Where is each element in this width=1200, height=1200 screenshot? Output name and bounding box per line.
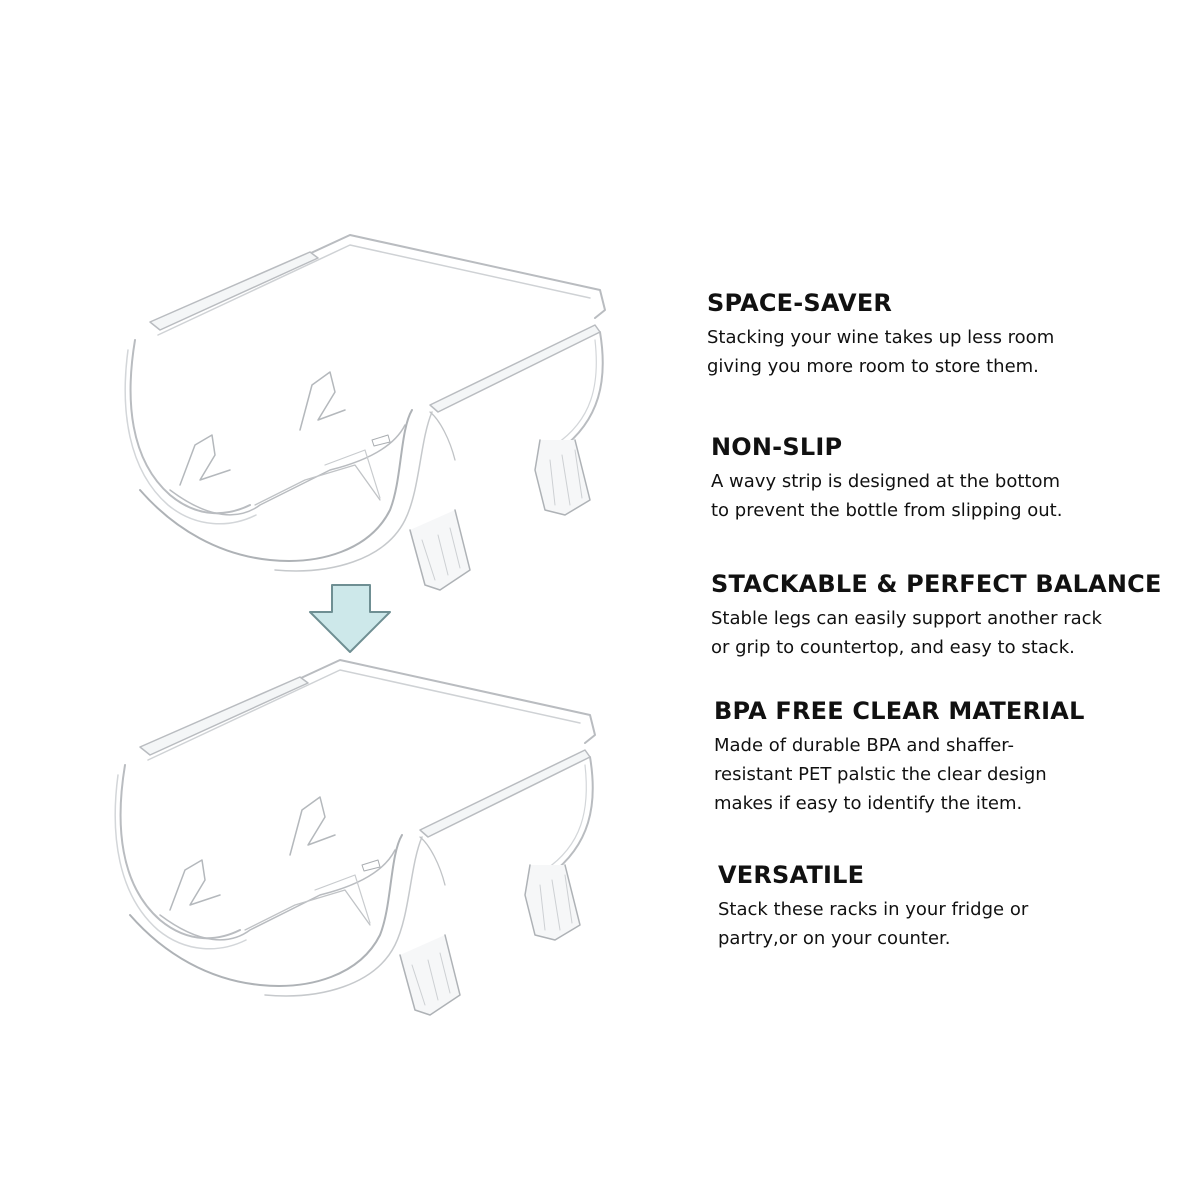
feature-versatile — [718, 861, 1188, 953]
feature-line: giving you more room to store them. — [707, 356, 1039, 377]
feature-line: Stacking your wine takes up less room — [707, 327, 1055, 348]
feature-line: A wavy strip is designed at the bottom — [711, 471, 1061, 492]
feature-line: Stack these racks in your fridge or — [718, 899, 1029, 920]
feature-bpa-free — [714, 697, 1184, 818]
feature-line: resistant PET palstic the clear design — [714, 764, 1047, 785]
feature-title: NON-SLIP — [711, 433, 843, 461]
arrow-down-icon — [310, 585, 390, 652]
bottom-rack-icon — [115, 660, 595, 1015]
feature-line: Made of durable BPA and shaffer- — [714, 735, 1015, 756]
feature-line: to prevent the bottle from slipping out. — [711, 500, 1063, 521]
feature-line: Stable legs can easily support another rack — [711, 608, 1102, 629]
top-rack-icon — [125, 235, 605, 590]
feature-space-saver — [707, 289, 1177, 381]
feature-line: partry,or on your counter. — [718, 928, 951, 949]
feature-title: SPACE-SAVER — [707, 289, 893, 317]
feature-line: or grip to countertop, and easy to stack. — [711, 637, 1075, 658]
feature-title: BPA FREE CLEAR MATERIAL — [714, 697, 1085, 725]
feature-line: makes if easy to identify the item. — [714, 793, 1023, 814]
feature-title: VERSATILE — [718, 861, 865, 889]
feature-stackable — [711, 570, 1181, 662]
feature-title: STACKABLE & PERFECT BALANCE — [711, 570, 1162, 598]
feature-non-slip — [711, 433, 1181, 525]
